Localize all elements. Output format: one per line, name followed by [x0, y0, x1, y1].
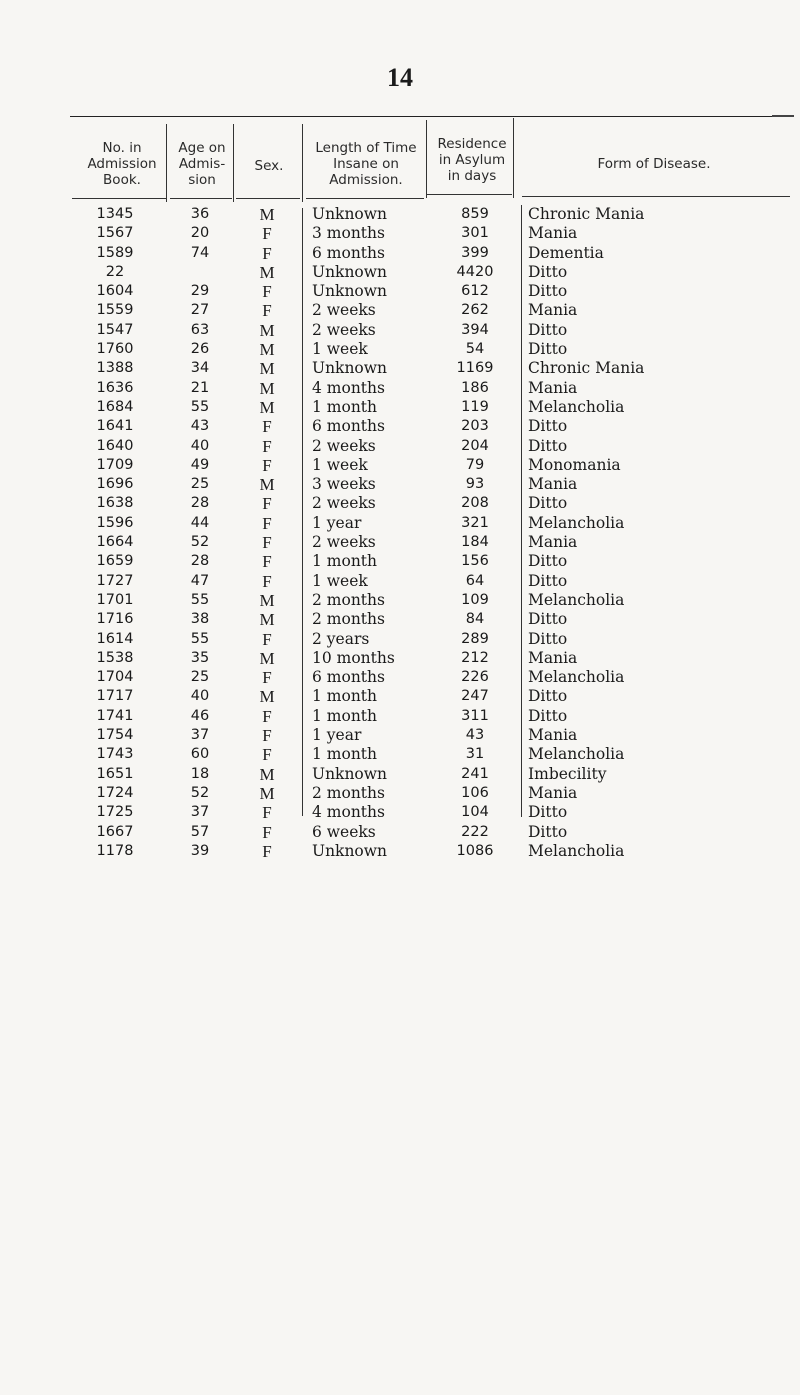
cell-age: 52	[190, 784, 210, 801]
header-underline-residence	[426, 194, 512, 195]
cell-age: 47	[190, 572, 210, 589]
cell-residence: 1169	[456, 360, 494, 377]
cell-form: Ditto	[528, 571, 568, 590]
cell-sex: F	[262, 513, 272, 533]
cell-age: 74	[190, 244, 210, 261]
cell-residence: 262	[461, 302, 489, 319]
table-row	[0, 803, 800, 822]
header-underline-form	[522, 196, 790, 197]
table-row	[0, 842, 800, 861]
table-row	[0, 340, 800, 359]
table-row	[0, 823, 800, 842]
cell-age: 40	[190, 688, 210, 705]
header-residence: Residence in Asylum in days	[437, 136, 507, 184]
cell-no: 1547	[96, 321, 134, 338]
cell-form: Chronic Mania	[528, 205, 645, 223]
cell-no: 1725	[96, 804, 134, 821]
cell-residence: 64	[465, 572, 485, 589]
cell-length: 6 months	[312, 243, 385, 262]
cell-residence: 311	[461, 707, 489, 724]
cell-sex: F	[262, 455, 272, 475]
cell-length: Unknown	[312, 282, 388, 301]
cell-length: 3 months	[312, 224, 385, 243]
table-row	[0, 437, 800, 456]
table-row	[0, 301, 800, 320]
cell-no: 1704	[96, 669, 134, 686]
cell-residence: 106	[461, 784, 489, 801]
cell-age: 25	[190, 669, 210, 686]
cell-age: 34	[190, 360, 210, 377]
cell-age: 36	[190, 206, 210, 222]
table-row	[0, 494, 800, 513]
cell-residence: 186	[461, 379, 489, 396]
cell-sex: F	[262, 571, 272, 591]
cell-no: 1604	[96, 283, 134, 300]
cell-no: 1754	[96, 727, 134, 744]
table-row	[0, 205, 800, 224]
cell-age: 49	[190, 456, 210, 473]
cell-residence: 84	[465, 611, 485, 628]
cell-sex: F	[262, 803, 272, 823]
cell-form: Melancholia	[528, 745, 625, 764]
cell-no: 1664	[96, 534, 134, 551]
cell-length: 2 months	[312, 783, 385, 802]
cell-age: 44	[190, 514, 210, 531]
cell-sex: M	[259, 687, 275, 707]
cell-form: Ditto	[528, 262, 568, 281]
cell-sex: M	[259, 610, 275, 630]
cell-form: Ditto	[528, 706, 568, 725]
cell-residence: 203	[461, 418, 489, 435]
cell-age: 39	[190, 842, 210, 859]
cell-length: 4 months	[312, 803, 385, 822]
cell-sex: M	[259, 648, 275, 668]
cell-form: Dementia	[528, 243, 604, 262]
header-underline-sex	[236, 198, 300, 199]
table-row	[0, 784, 800, 803]
cell-length: 1 week	[312, 455, 368, 474]
header-underline-age	[170, 198, 232, 199]
header-underline-length	[306, 198, 424, 199]
cell-length: 3 weeks	[312, 475, 376, 494]
table-row	[0, 379, 800, 398]
table-row	[0, 552, 800, 571]
cell-form: Ditto	[528, 320, 568, 339]
column-divider-4	[426, 120, 427, 198]
cell-sex: M	[259, 397, 275, 417]
table-row	[0, 668, 800, 687]
cell-sex: F	[262, 822, 272, 842]
cell-sex: M	[259, 205, 275, 224]
cell-form: Ditto	[528, 629, 568, 648]
table-row	[0, 610, 800, 629]
cell-age: 29	[190, 283, 210, 300]
cell-age: 55	[190, 630, 210, 647]
cell-sex: F	[262, 841, 272, 861]
cell-sex: F	[262, 533, 272, 553]
cell-length: 1 month	[312, 745, 378, 764]
cell-length: 6 weeks	[312, 822, 376, 841]
cell-form: Melancholia	[528, 590, 625, 609]
cell-form: Mania	[528, 475, 578, 494]
cell-residence: 399	[461, 244, 489, 261]
cell-age: 52	[190, 534, 210, 551]
cell-age: 63	[190, 321, 210, 338]
cell-sex: M	[259, 475, 275, 495]
table-row	[0, 514, 800, 533]
cell-form: Mania	[528, 533, 578, 552]
cell-sex: M	[259, 262, 275, 282]
cell-sex: M	[259, 378, 275, 398]
cell-length: 2 months	[312, 590, 385, 609]
header-sex: Sex.	[254, 158, 284, 174]
cell-residence: 212	[461, 649, 489, 666]
cell-sex: F	[262, 745, 272, 765]
table-row	[0, 282, 800, 301]
table-row	[0, 765, 800, 784]
cell-residence: 54	[465, 341, 485, 358]
cell-age: 57	[190, 823, 210, 840]
cell-no: 22	[105, 263, 125, 280]
cell-no: 1567	[96, 225, 134, 242]
cell-sex: F	[262, 417, 272, 437]
cell-no: 1638	[96, 495, 134, 512]
table-row	[0, 533, 800, 552]
cell-length: Unknown	[312, 262, 388, 281]
cell-length: 1 week	[312, 571, 368, 590]
cell-age: 55	[190, 591, 210, 608]
cell-length: 2 weeks	[312, 533, 376, 552]
cell-sex: M	[259, 359, 275, 379]
header-form-of-disease: Form of Disease.	[597, 156, 711, 172]
cell-no: 1743	[96, 746, 134, 763]
cell-length: 6 months	[312, 417, 385, 436]
cell-no: 1741	[96, 707, 134, 724]
table-row	[0, 224, 800, 243]
cell-length: 2 weeks	[312, 320, 376, 339]
cell-form: Imbecility	[528, 764, 607, 783]
cell-no: 1641	[96, 418, 134, 435]
cell-length: 6 months	[312, 668, 385, 687]
table-row	[0, 687, 800, 706]
cell-sex: F	[262, 224, 272, 244]
cell-length: 4 months	[312, 378, 385, 397]
cell-form: Ditto	[528, 436, 568, 455]
cell-form: Ditto	[528, 822, 568, 841]
cell-no: 1589	[96, 244, 134, 261]
table-row	[0, 572, 800, 591]
cell-form: Melancholia	[528, 397, 625, 416]
cell-form: Mania	[528, 378, 578, 397]
page-number: 14	[387, 63, 413, 92]
table-row	[0, 263, 800, 282]
cell-no: 1659	[96, 553, 134, 570]
header-length: Length of Time Insane on Admission.	[315, 140, 417, 188]
cell-no: 1345	[96, 206, 134, 222]
table-row	[0, 321, 800, 340]
cell-form: Chronic Mania	[528, 359, 645, 378]
cell-age: 27	[190, 302, 210, 319]
cell-length: Unknown	[312, 205, 388, 223]
cell-residence: 208	[461, 495, 489, 512]
cell-residence: 104	[461, 804, 489, 821]
cell-age: 18	[190, 765, 210, 782]
cell-form: Monomania	[528, 455, 621, 474]
cell-sex: F	[262, 629, 272, 649]
cell-length: 2 weeks	[312, 494, 376, 513]
cell-residence: 247	[461, 688, 489, 705]
table-row	[0, 630, 800, 649]
cell-form: Melancholia	[528, 668, 625, 687]
cell-form: Ditto	[528, 494, 568, 513]
cell-length: Unknown	[312, 841, 388, 860]
cell-no: 1559	[96, 302, 134, 319]
cell-sex: M	[259, 340, 275, 360]
table-row	[0, 244, 800, 263]
cell-sex: F	[262, 668, 272, 688]
cell-sex: F	[262, 726, 272, 746]
table-row	[0, 417, 800, 436]
cell-no: 1727	[96, 572, 134, 589]
cell-age: 43	[190, 418, 210, 435]
column-divider-5	[513, 118, 514, 198]
top-rule	[70, 116, 782, 117]
cell-residence: 289	[461, 630, 489, 647]
cell-length: 1 year	[312, 726, 362, 745]
cell-form: Ditto	[528, 803, 568, 822]
cell-no: 1651	[96, 765, 134, 782]
cell-length: 2 months	[312, 610, 385, 629]
cell-residence: 222	[461, 823, 489, 840]
cell-no: 1701	[96, 591, 134, 608]
cell-sex: F	[262, 282, 272, 302]
table-row	[0, 359, 800, 378]
cell-length: 10 months	[312, 648, 395, 667]
cell-residence: 859	[461, 206, 489, 222]
cell-form: Melancholia	[528, 841, 625, 860]
cell-residence: 394	[461, 321, 489, 338]
cell-length: 2 weeks	[312, 301, 376, 320]
cell-no: 1724	[96, 784, 134, 801]
cell-form: Ditto	[528, 282, 568, 301]
cell-form: Ditto	[528, 610, 568, 629]
cell-age: 40	[190, 437, 210, 454]
cell-sex: M	[259, 320, 275, 340]
header-underline-no	[72, 198, 166, 199]
cell-no: 1388	[96, 360, 134, 377]
cell-no: 1717	[96, 688, 134, 705]
cell-form: Mania	[528, 726, 578, 745]
cell-length: 2 years	[312, 629, 370, 648]
cell-sex: M	[259, 764, 275, 784]
cell-form: Mania	[528, 648, 578, 667]
cell-length: 1 year	[312, 513, 362, 532]
cell-sex: F	[262, 552, 272, 572]
cell-no: 1667	[96, 823, 134, 840]
cell-no: 1760	[96, 341, 134, 358]
cell-no: 1696	[96, 476, 134, 493]
cell-residence: 109	[461, 591, 489, 608]
cell-residence: 1086	[456, 842, 494, 859]
cell-no: 1640	[96, 437, 134, 454]
cell-sex: M	[259, 783, 275, 803]
cell-age: 21	[190, 379, 210, 396]
cell-residence: 43	[465, 727, 485, 744]
cell-age: 38	[190, 611, 210, 628]
cell-form: Melancholia	[528, 513, 625, 532]
cell-sex: M	[259, 590, 275, 610]
cell-form: Mania	[528, 783, 578, 802]
column-divider-2	[233, 124, 234, 202]
table-row	[0, 475, 800, 494]
cell-sex: F	[262, 301, 272, 321]
table-row	[0, 456, 800, 475]
cell-residence: 301	[461, 225, 489, 242]
cell-residence: 204	[461, 437, 489, 454]
cell-form: Mania	[528, 224, 578, 243]
cell-length: 1 month	[312, 687, 378, 706]
cell-residence: 321	[461, 514, 489, 531]
cell-residence: 241	[461, 765, 489, 782]
table-row	[0, 591, 800, 610]
cell-form: Ditto	[528, 552, 568, 571]
cell-sex: F	[262, 436, 272, 456]
column-divider-1	[166, 124, 167, 202]
cell-residence: 4420	[456, 263, 494, 280]
header-age: Age on Admis- sion	[178, 140, 226, 188]
cell-age: 55	[190, 398, 210, 415]
table-row	[0, 745, 800, 764]
table-body	[0, 205, 800, 861]
table-row	[0, 726, 800, 745]
cell-age: 37	[190, 727, 210, 744]
cell-no: 1178	[96, 842, 134, 859]
cell-no: 1596	[96, 514, 134, 531]
cell-age: 28	[190, 495, 210, 512]
cell-sex: F	[262, 494, 272, 514]
cell-length: Unknown	[312, 764, 388, 783]
cell-form: Ditto	[528, 417, 568, 436]
cell-age: 25	[190, 476, 210, 493]
cell-form: Mania	[528, 301, 578, 320]
cell-residence: 31	[465, 746, 485, 763]
cell-residence: 93	[465, 476, 485, 493]
cell-residence: 156	[461, 553, 489, 570]
cell-length: 1 week	[312, 340, 368, 359]
cell-no: 1614	[96, 630, 134, 647]
cell-residence: 226	[461, 669, 489, 686]
cell-no: 1716	[96, 611, 134, 628]
cell-age: 35	[190, 649, 210, 666]
cell-length: 1 month	[312, 397, 378, 416]
header-admission-no: No. in Admission Book.	[87, 140, 157, 188]
cell-no: 1538	[96, 649, 134, 666]
cell-no: 1636	[96, 379, 134, 396]
cell-age: 60	[190, 746, 210, 763]
cell-length: 1 month	[312, 552, 378, 571]
cell-residence: 119	[461, 398, 489, 415]
table-row	[0, 707, 800, 726]
table-row	[0, 398, 800, 417]
cell-age: 28	[190, 553, 210, 570]
cell-residence: 79	[465, 456, 485, 473]
cell-length: 2 weeks	[312, 436, 376, 455]
cell-residence: 612	[461, 283, 489, 300]
cell-age: 37	[190, 804, 210, 821]
cell-length: Unknown	[312, 359, 388, 378]
cell-no: 1709	[96, 456, 134, 473]
cell-length: 1 month	[312, 706, 378, 725]
cell-age: 46	[190, 707, 210, 724]
table-row	[0, 649, 800, 668]
cell-sex: F	[262, 706, 272, 726]
cell-age: 26	[190, 341, 210, 358]
cell-sex: F	[262, 243, 272, 263]
cell-form: Ditto	[528, 340, 568, 359]
cell-residence: 184	[461, 534, 489, 551]
column-divider-3	[302, 124, 303, 202]
cell-form: Ditto	[528, 687, 568, 706]
cell-no: 1684	[96, 398, 134, 415]
cell-age: 20	[190, 225, 210, 242]
